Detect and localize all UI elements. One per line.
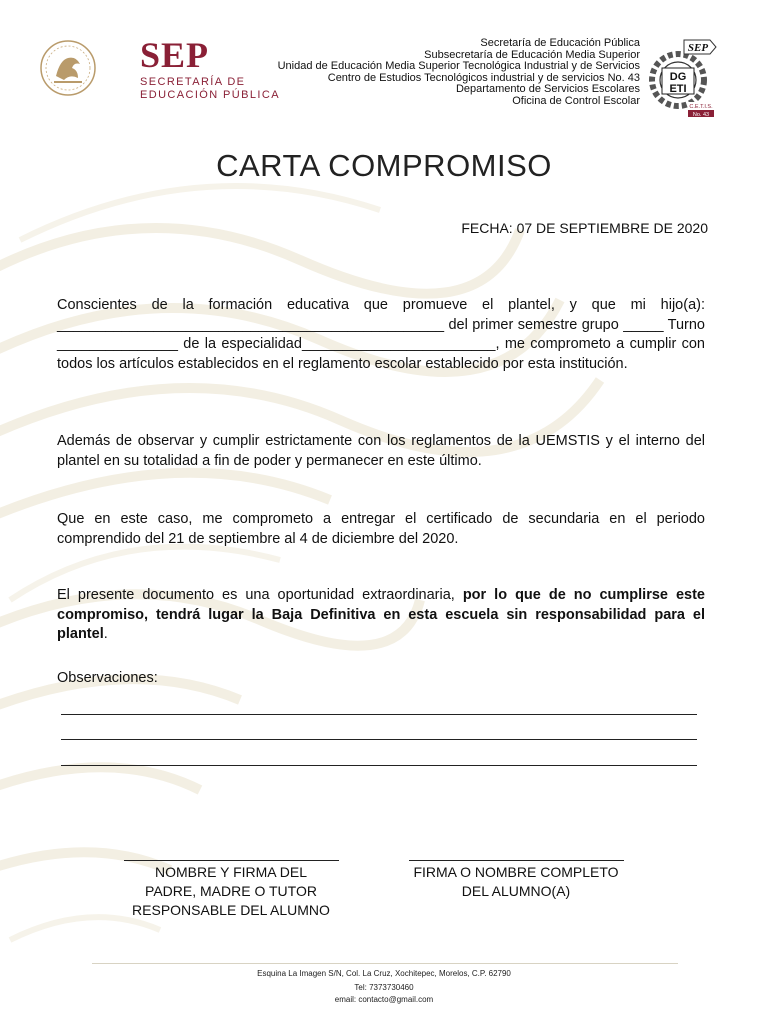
observations-label: Observaciones: (57, 670, 158, 686)
footer-address: Esquina La Imagen S/N, Col. La Cruz, Xochitepec, Morelos, C.P. 62790 (257, 969, 511, 978)
mexico-coat-of-arms-icon (38, 38, 98, 98)
sep-subtitle-line-1: SECRETARÍA DE (140, 76, 246, 88)
signature-caption-parent: NOMBRE Y FIRMA DEL PADRE, MADRE O TUTOR RESPONSABLE DEL ALUMNO (132, 864, 330, 918)
cetis-sep-text: SEP (687, 42, 709, 54)
observations-line (61, 739, 697, 740)
sep-subtitle (140, 76, 280, 102)
signature-line (409, 860, 624, 861)
observations-line (61, 765, 697, 766)
observations-line (61, 714, 697, 715)
institution-line: Unidad de Educación Media Superior Tecnológica Industrial y de Servicios (277, 60, 640, 72)
document-title: CARTA COMPROMISO (216, 148, 552, 183)
footer-email: email: contacto@gmail.com (334, 995, 434, 1004)
paragraph-regulations: Además de observar y cumplir estrictamente con los reglamentos de la UEMSTIS y el interno del plantel en su totalidad a fin de poder y permanecer en este último. (57, 433, 705, 469)
signature-line (124, 860, 339, 861)
cetis-logo (648, 36, 718, 122)
paragraph-consequence-normal: El presente documento es una oportunidad extraordinaria, (57, 587, 463, 603)
signature-caption-student: FIRMA O NOMBRE COMPLETO DEL ALUMNO(A) (413, 864, 619, 899)
signature-block-parent (123, 860, 339, 920)
sep-subtitle-line-2: EDUCACIÓN PÚBLICA (140, 89, 280, 101)
institution-line: Departamento de Servicios Escolares (455, 83, 640, 95)
cetis-number-text: No. 43 (692, 112, 710, 118)
signature-block-student (408, 860, 624, 901)
institution-line: Centro de Estudios Tecnológicos industrial y de servicios No. 43 (327, 71, 640, 84)
sep-logo (38, 35, 280, 102)
paragraph-consequence-end: . (103, 626, 108, 642)
sep-wordmark: SEP (140, 35, 210, 75)
footer-divider (92, 963, 678, 964)
document-date: FECHA: 07 DE SEPTIEMBRE DE 2020 (461, 220, 708, 236)
cetis-name-text: C.E.T.I.S. (689, 104, 713, 110)
paragraph-consequence (57, 586, 705, 645)
footer (0, 967, 768, 1004)
cetis-eti-text: ETI (669, 83, 687, 95)
paragraph-certificate: Que en este caso, me comprometo a entregar el certificado de secundaria en el periodo comprendido del 21 de septiembre al 4 de diciembre del 2020. (57, 511, 705, 547)
cetis-dg-text: DG (669, 71, 687, 83)
institution-header (278, 38, 640, 107)
institution-line: Oficina de Control Escolar (512, 94, 640, 107)
footer-phone: Tel: 7373730460 (354, 983, 414, 992)
paragraph-consequence-bold: por lo que de no cumplirse este compromiso, tendrá lugar la Baja Definitiva en esta escuela sin responsabilidad para el plantel (57, 587, 705, 642)
paragraph-commitment: Conscientes de la formación educativa que promueve el plantel, y que mi hijo(a): ________________________________________________ del primer semestre grupo _____ Turno _______________ de la especialidad________________________, me comprometo a cumplir con todos los artículos establecidos en el reglamento escolar establecido por esta institución. (57, 297, 705, 372)
institution-line: Subsecretaría de Educación Media Superior (424, 48, 640, 61)
institution-line: Secretaría de Educación Pública (480, 37, 640, 49)
